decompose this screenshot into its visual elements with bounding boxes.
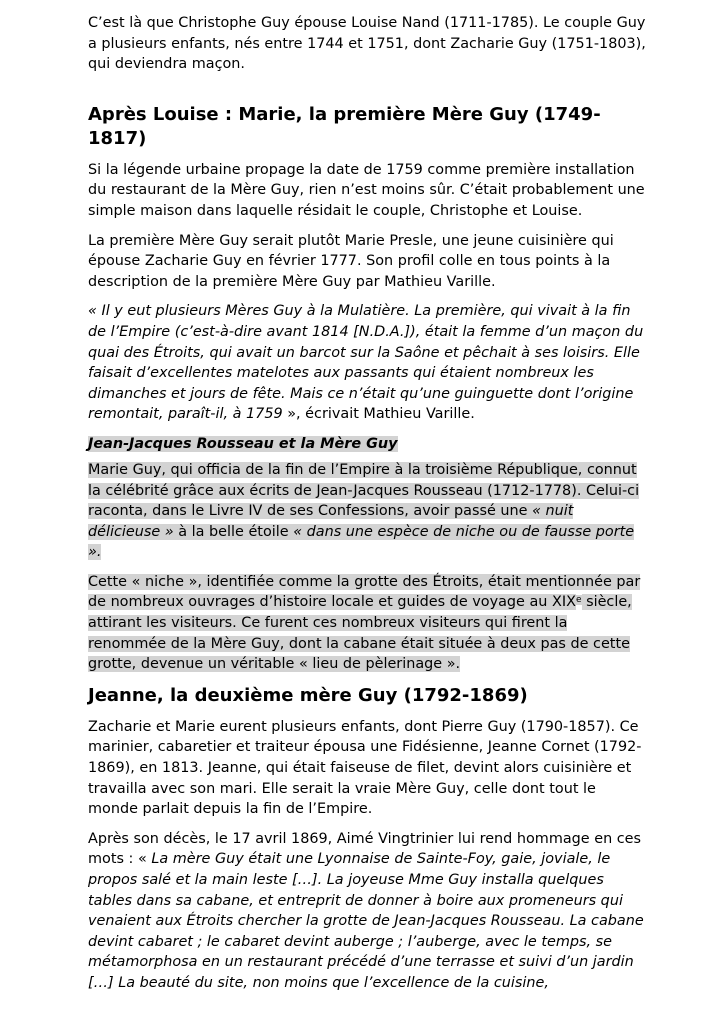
vingtrinier-intro: Après son décès, le 17 avril 1869, Aimé Vingtrinier lui rend hommage en ces mots : « [88, 830, 642, 868]
section-heading-jeanne: Jeanne, la deuxième mère Guy (1792-1869) [88, 684, 528, 706]
document-body [88, 13, 648, 1003]
varille-attribution: », écrivait Mathieu Varille. [282, 406, 475, 423]
paragraph-rousseau [88, 460, 648, 563]
paragraph-pierre-guy: Zacharie et Marie eurent plusieurs enfants, dont Pierre Guy (1790-1857). Ce marinier, cabaretier et traiteur épousa une Fidésienne, Jeanne Cornet (1792-1869), en 1813. Jeanne, qui était faiseuse de filet, devint alors cuisinière et travailla avec son mari. Elle serait la vraie Mère Guy, celle dont tout le monde parlait depuis la fin de l’Empire. [88, 718, 642, 818]
highlight-rousseau-a: Marie Guy, qui officia de la fin de l’Empire à la troisième République, connut la célébrité grâce aux écrits de Jean-Jacques Rousseau (1712-1778). Celui-ci raconta, dans le Livre IV de ses Confessions, avoir passé une [88, 461, 640, 520]
subsection-heading-rousseau [88, 434, 648, 454]
highlight-rousseau-b: à la belle étoile [173, 523, 294, 540]
paragraph-varille-quote [88, 301, 648, 425]
subsection-title: Jean-Jacques Rousseau et la Mère Guy [88, 435, 398, 452]
paragraph-marie-presle: La première Mère Guy serait plutôt Marie Presle, une jeune cuisinière qui épouse Zacharie Guy en février 1777. Son profil colle en tous points à la description de la première Mère Guy par Mathieu Varille. [88, 232, 614, 290]
superscript-e: e [575, 595, 582, 606]
paragraph-niche [88, 572, 648, 675]
intro-paragraph: C’est là que Christophe Guy épouse Louise Nand (1711-1785). Le couple Guy a plusieurs enfants, nés entre 1744 et 1751, dont Zacharie Guy (1751-1803), qui deviendra maçon. [88, 15, 646, 73]
quote-niche: « dans une espèce de niche ou de fausse porte ». [88, 523, 635, 561]
quote-nuit-delicieuse: « nuit délicieuse » [88, 503, 574, 540]
section-heading-marie: Après Louise : Marie, la première Mère Guy (1749-1817) [88, 103, 601, 149]
highlight-niche-a: Cette « niche », identifiée comme la grotte des Étroits, était mentionnée par de nombreux ouvrages d’histoire locale et guides de voyage au XIX [88, 573, 641, 611]
varille-quote: « Il y eut plusieurs Mères Guy à la Mulatière. La première, qui vivait à la fin de l’Empire (c’est-à-dire avant 1814 [N.D.A.]), était la femme d’un maçon du quai des Étroits, qui avait un barcot sur la Saône et pêchait à ses loisirs. Elle faisait d’excellentes matelotes aux passants qui étaient nombreux les dimanches et jours de fête. Mais ce n’était qu’une guinguette dont l’origine remontait, paraît-il, à 1759 [88, 303, 644, 423]
highlight-niche-b: siècle, attirant les visiteurs. Ce furent ces nombreux visiteurs qui firent la renommée de la Mère Guy, dont la cabane était située à deux pas de cette grotte, devenue un véritable « lieu de pèlerinage ». [88, 594, 632, 673]
vingtrinier-quote: La mère Guy était une Lyonnaise de Sainte-Foy, gaie, joviale, le propos salé et la main leste […]. La joyeuse Mme Guy installa quelques tables dans sa cabane, et entreprit de donner à boire aux promeneurs qui venaient aux Étroits chercher la grotte de Jean-Jacques Rousseau. La cabane devint cabaret ; le cabaret devint auberge ; l’auberge, avec le temps, se métamorphosa en un restaurant précédé d’une terrasse et suivi d’un jardin […] La beauté du site, non moins que l’excellence de la cuisine, [88, 851, 644, 991]
paragraph-vingtrinier [88, 829, 648, 994]
paragraph-legend: Si la légende urbaine propage la date de 1759 comme première installation du restaurant de la Mère Guy, rien n’est moins sûr. C’était probablement une simple maison dans laquelle résidait le couple, Christophe et Louise. [88, 161, 645, 219]
